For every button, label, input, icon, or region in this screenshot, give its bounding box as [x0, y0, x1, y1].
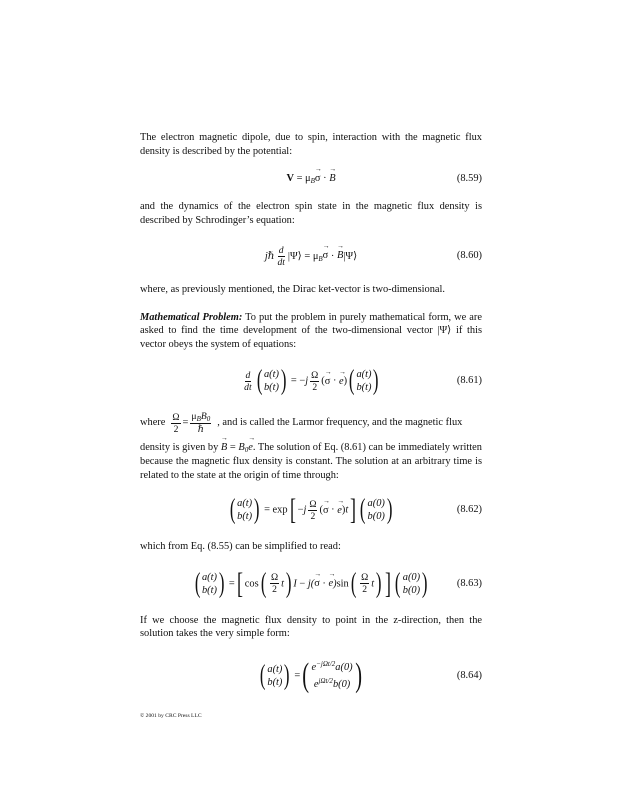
paragraph-4-text-a: To put the problem in purely mathematical form, we are asked to find the time development of the two-dimensional vector [140, 311, 482, 337]
paragraph-3: where, as previously mentioned, the Dirac ket-vector is two-dimensional. [140, 284, 445, 296]
equation-number: (8.61) [456, 375, 482, 387]
paragraph-7: which from Eq. (8.55) can be simplified to read: [140, 541, 341, 553]
copyright-footer: © 2001 by CRC Press LLC [140, 713, 202, 719]
paragraph-4-text-b: if this vector obeys the system of equations: [140, 325, 483, 350]
paragraph-5: where $\frac{\Omega}{2}$ = $\frac{\mu_BB_0}{\text{ℏ}}$ , and is called the Larmor frequency, and the magnetic flux [140, 411, 463, 436]
larmor-text: , and is called the Larmor frequency, and the magnetic flux [217, 417, 463, 429]
equation-8-64: ( a(t) b(t) ) =( $e^{-j\Omega t/2}a(0)$ $e^{j\Omega t/2}b(0)$ ) (8.64) [259, 656, 482, 694]
paragraph-8: If we choose the magnetic flux density to point in the z-direction, then the solution takes the very simple form: [140, 614, 482, 640]
ket-psi: |Ψ⟩ [437, 325, 452, 337]
equation-number: (8.60) [456, 250, 482, 262]
equation-8-63: ( a(t) b(t) ) =[ cos( $\frac{\Omega}{2}$ t) I − j(→ σ · → e)sin( $\frac{\Omega}{2}$ t) ] ( a(0) b(0) ) (8.63) [140, 564, 482, 604]
page-body [140, 131, 482, 701]
paragraph-4 [140, 311, 482, 352]
equation-8-59: $V = \mu_B\to \sigma$ · → B (8.59) [140, 168, 482, 190]
equation-8-60: jℏ $\frac{d}{dt}$ |Ψ⟩ = $\mu_B\to \sigma$ · → B|Ψ⟩ (8.60) [140, 239, 482, 273]
equation-number: (8.64) [456, 670, 482, 682]
mathematical-problem-heading: Mathematical Problem: [140, 311, 243, 323]
paragraph-6-text-b: . The solution of Eq. (8.61) can be immediately written because the magnetic flux density is constant. The solution at an arbitrary time is related to the state at the origin of time through: [140, 442, 482, 481]
paragraph-2: and the dynamics of the electron spin state in the magnetic flux density is described by Schrodinger’s equation: [140, 201, 482, 226]
equation-number: (8.63) [456, 578, 482, 590]
paragraph-6-text-a: density is given by [140, 442, 221, 454]
paragraph-1: The electron magnetic dipole, due to spin, interaction with the magnetic flux density is described by the potential: [140, 132, 482, 157]
equation-8-62: ( a(t) b(t) ) = exp[ −j $\frac{\Omega}{2}$ (→ σ · → e)t] ( a(0) b(0) ) (8.62) [140, 490, 482, 530]
equation-number: (8.59) [456, 173, 482, 185]
equation-number: (8.62) [456, 504, 482, 516]
equation-8-61: $\frac{d}{dt}$ ( a(t) b(t) ) = −j $\frac{\Omega}{2}$ (→ σ · → e)( a(t) b(t) ) (8.61) [140, 361, 482, 401]
where-text: where [140, 417, 166, 429]
paragraph-6: density is given by → $B = B_0\to e$. The solution of Eq. (8.61) can be immediately written because the magnetic flux density is constant. The solution at an arbitrary time is related to the state at the origin of time through: [140, 441, 482, 482]
